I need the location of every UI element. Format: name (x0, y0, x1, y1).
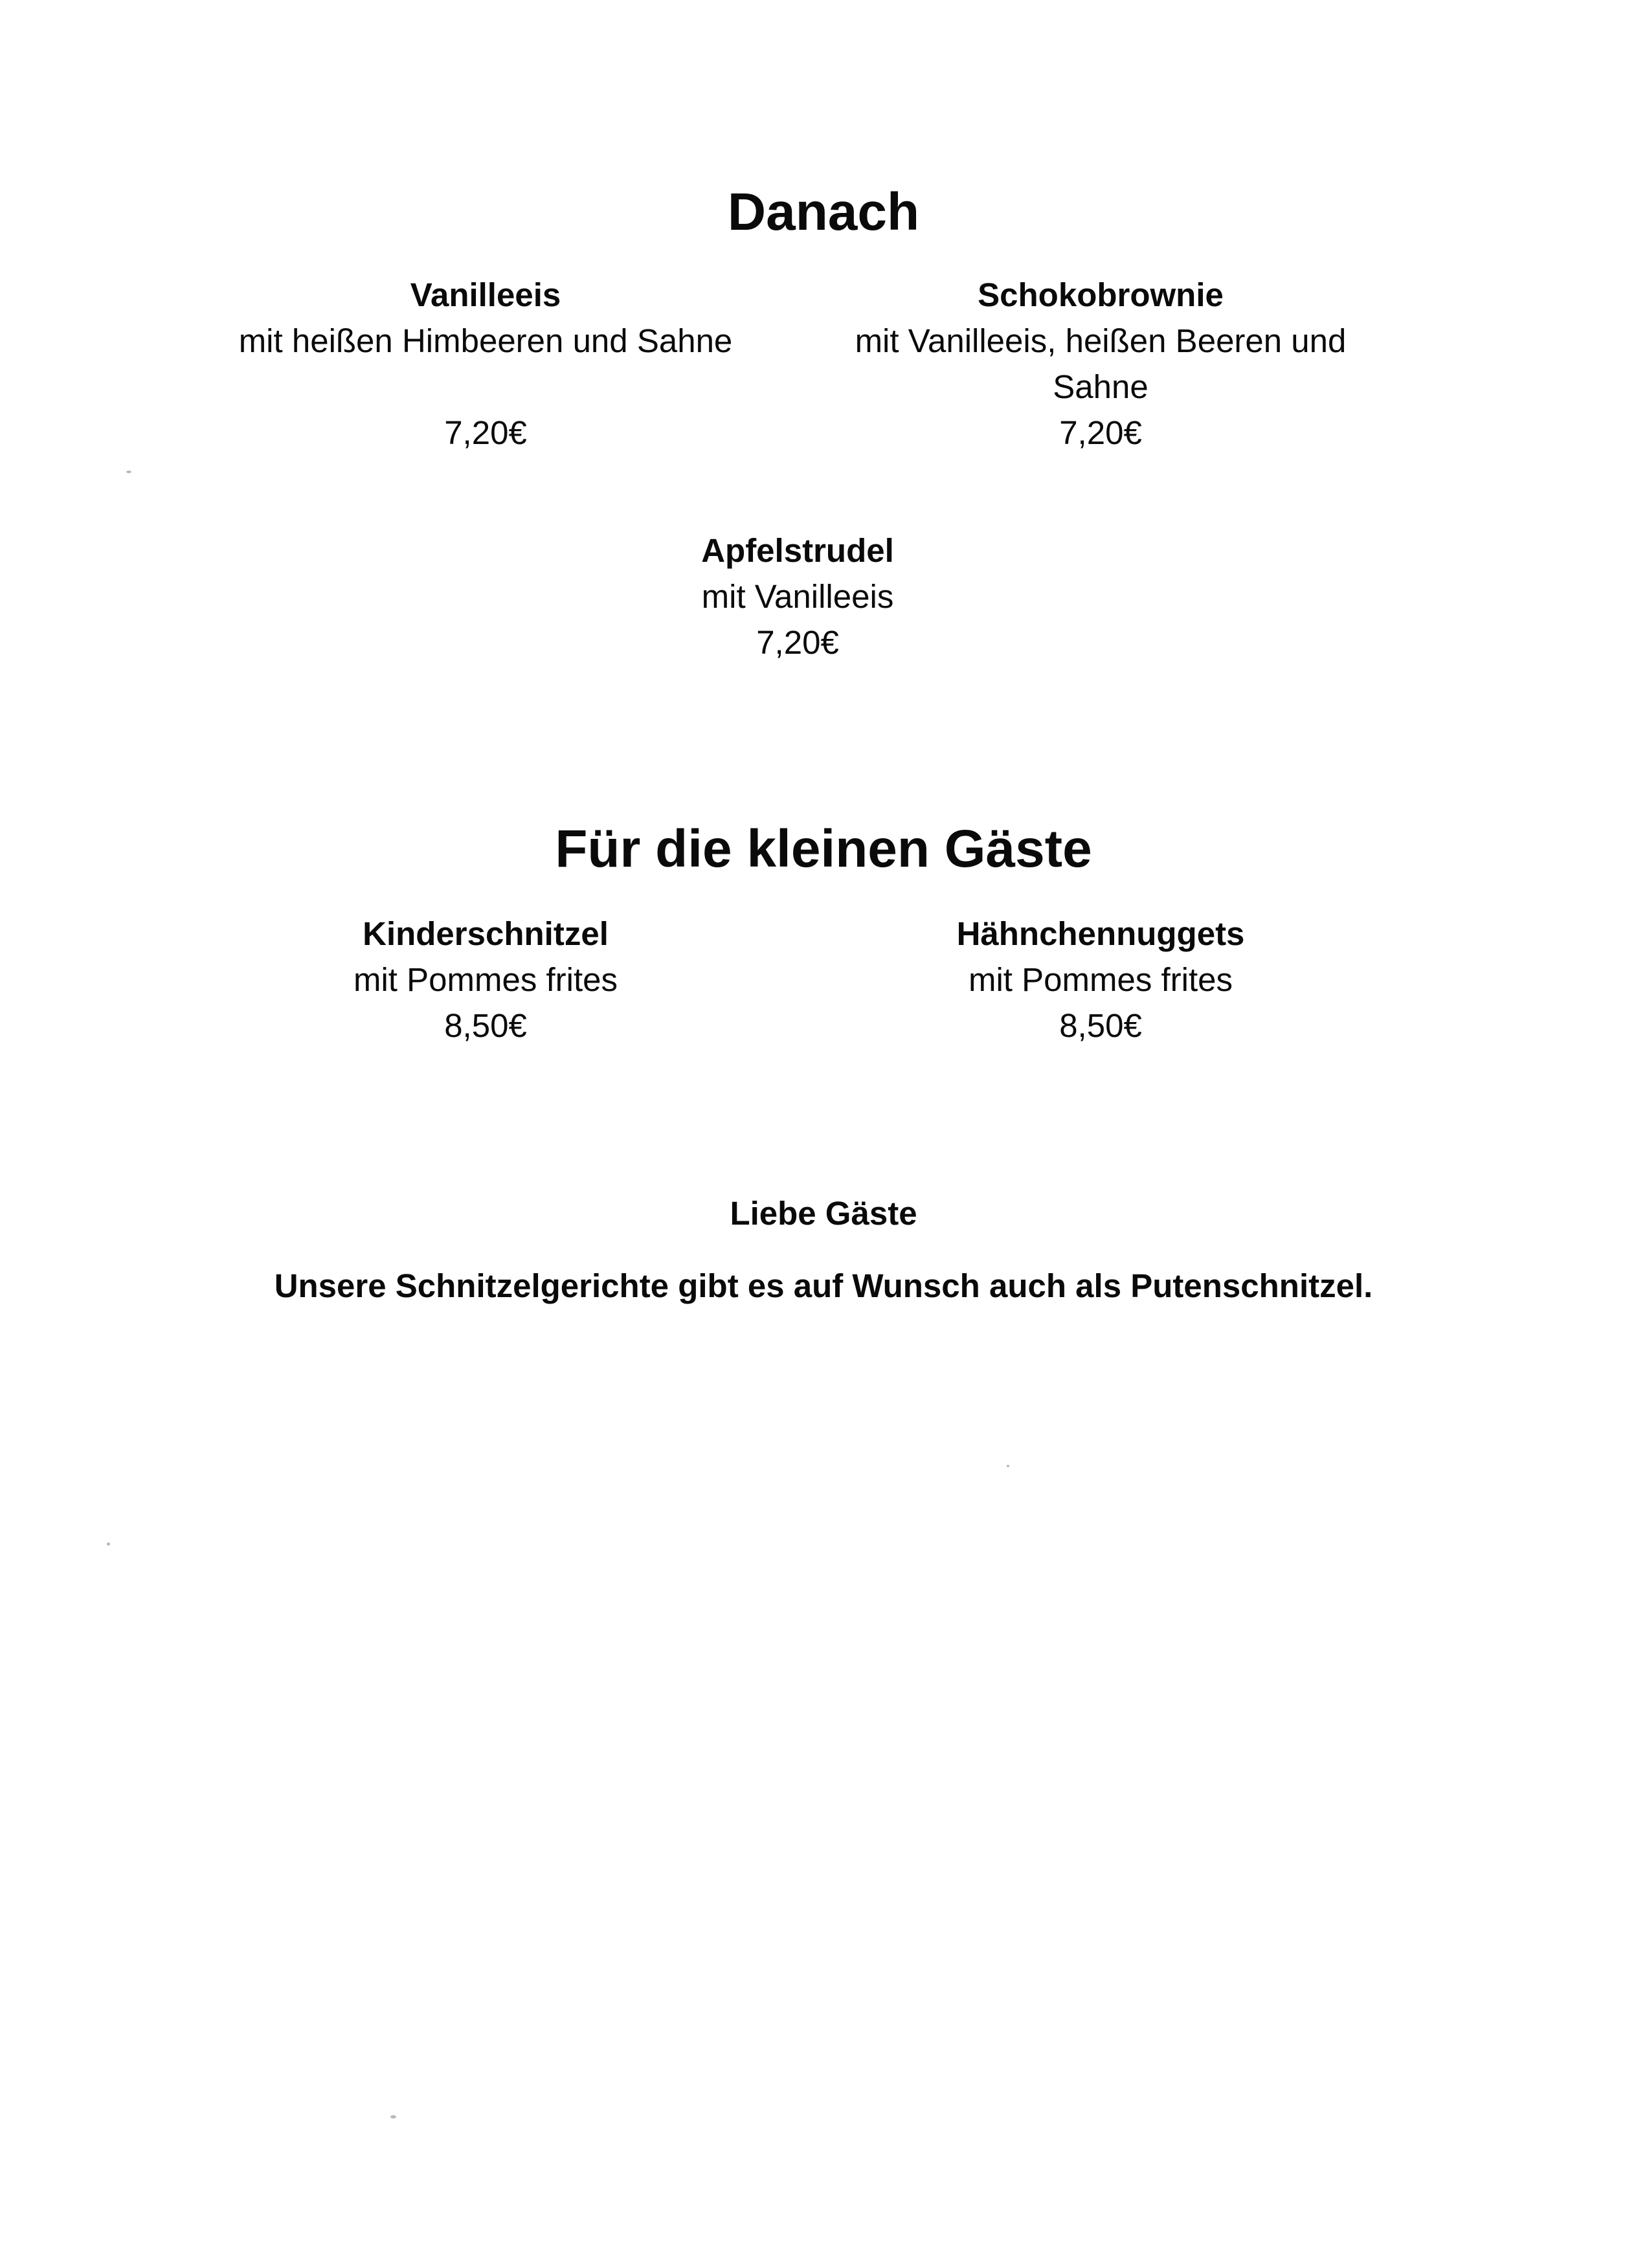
item-description: mit heißen Himbeeren und Sahne (238, 322, 733, 359)
item-description: mit Vanilleeis (701, 578, 894, 615)
item-description-line2: Sahne (1053, 368, 1148, 405)
item-name: Apfelstrudel (701, 532, 894, 569)
menu-item-schokobrownie (803, 272, 1398, 456)
item-price: 8,50€ (1059, 1007, 1142, 1044)
section-title-kids: Für die kleinen Gäste (555, 819, 1092, 878)
note-heading: Liebe Gäste (730, 1195, 917, 1232)
item-description: mit Pommes frites (968, 961, 1233, 998)
section-title-dessert: Danach (727, 183, 920, 241)
scan-speck (126, 471, 131, 473)
item-name: Vanilleeis (410, 276, 561, 313)
menu-item-haehnchennuggets (803, 911, 1398, 1049)
menu-item-kinderschnitzel (188, 911, 783, 1049)
menu-item-vanilleeis (188, 272, 783, 456)
scan-speck (107, 1542, 110, 1546)
item-description: mit Pommes frites (353, 961, 618, 998)
item-name: Hähnchennuggets (956, 915, 1245, 952)
scan-speck (1007, 1465, 1009, 1467)
item-name: Schokobrownie (978, 276, 1224, 313)
item-price: 7,20€ (444, 414, 527, 451)
note-text: Unsere Schnitzelgerichte gibt es auf Wunsch auch als Putenschnitzel. (274, 1267, 1373, 1304)
item-description-line1: mit Vanilleeis, heißen Beeren und (855, 322, 1347, 359)
scan-speck (390, 2115, 396, 2118)
item-price: 8,50€ (444, 1007, 527, 1044)
item-spacer (188, 364, 783, 410)
menu-item-apfelstrudel (500, 528, 1095, 665)
item-name: Kinderschnitzel (363, 915, 609, 952)
item-price: 7,20€ (756, 624, 839, 661)
item-price: 7,20€ (1059, 414, 1142, 451)
